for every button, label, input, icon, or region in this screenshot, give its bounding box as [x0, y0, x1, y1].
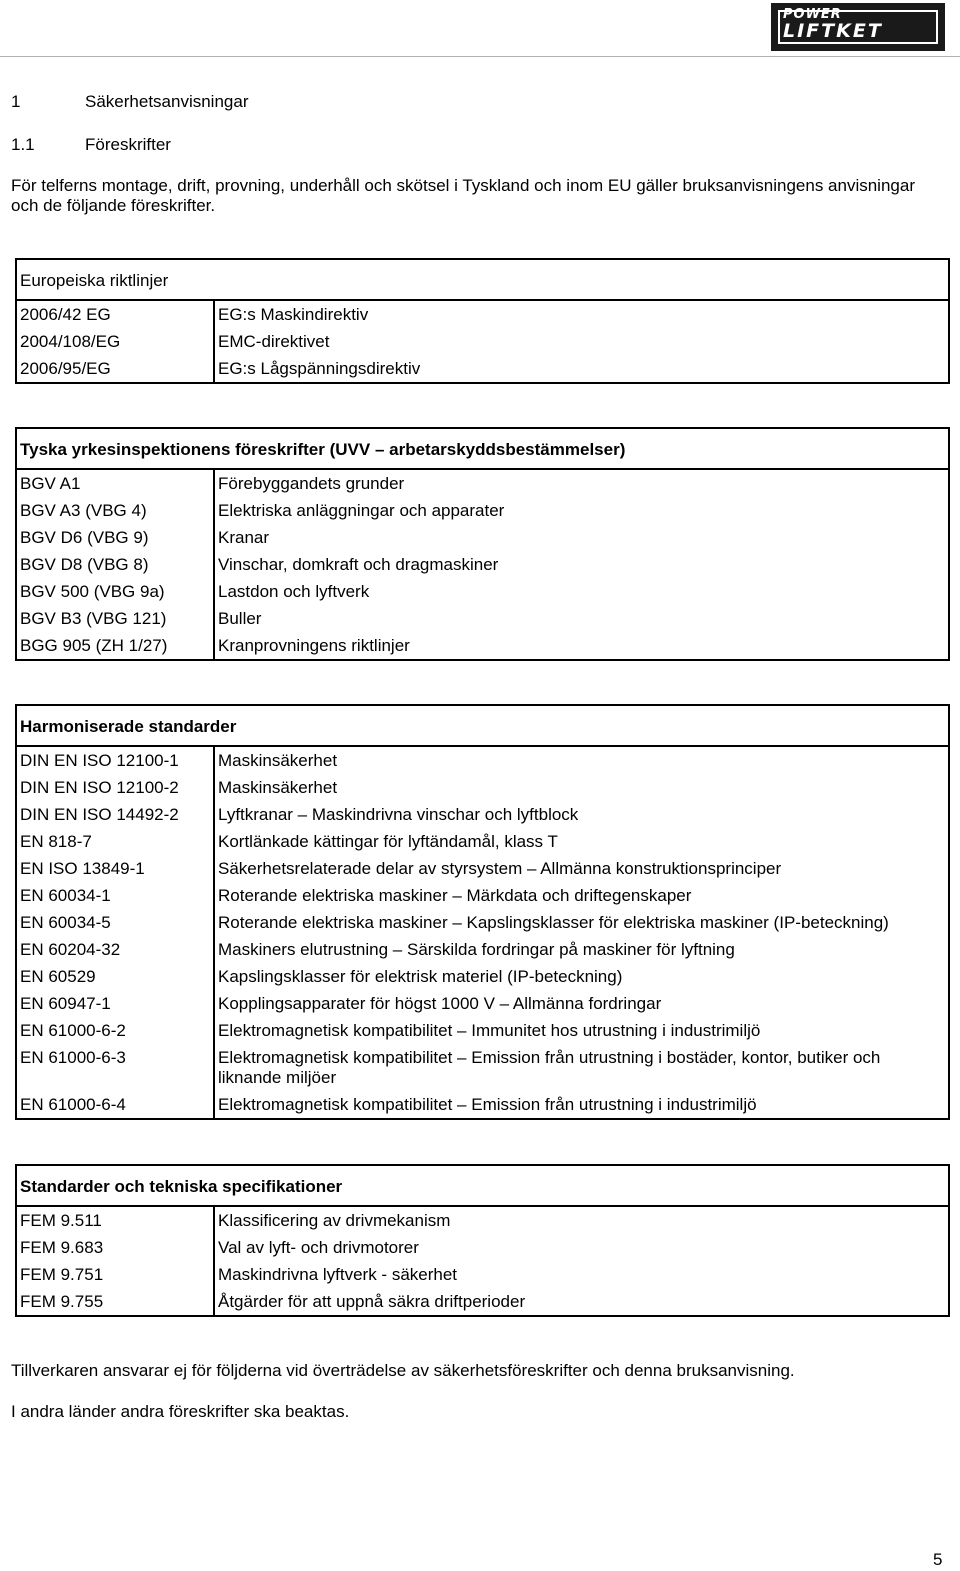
table-body-row	[16, 469, 949, 660]
code-cell: EN 60947-1	[20, 994, 111, 1013]
table-body-row	[16, 746, 949, 1119]
table-body-row	[16, 300, 949, 383]
code-cell: EN ISO 13849-1	[20, 859, 145, 878]
code-cell: BGV A1	[20, 474, 81, 493]
code-cell: FEM 9.511	[20, 1211, 102, 1230]
description-cell: Vinschar, domkraft och dragmaskiner	[218, 555, 499, 574]
harmonized-standards-table	[15, 704, 950, 1120]
description-column	[214, 746, 949, 1119]
code-cell: EN 60529	[20, 967, 96, 986]
description-cell: Buller	[218, 609, 262, 628]
table-title: Europeiska riktlinjer	[16, 259, 949, 300]
description-cell: Kortlänkade kättingar för lyftändamål, klass T	[218, 832, 558, 851]
logo-text-top: POWER	[783, 7, 842, 22]
description-cell: Elektriska anläggningar och apparater	[218, 501, 505, 520]
table-header-row	[16, 1165, 949, 1206]
technical-specifications-table	[15, 1164, 950, 1317]
logo-text-bottom: LIFTKET	[783, 20, 883, 42]
description-cell: EG:s Maskindirektiv	[218, 305, 369, 324]
description-cell: Åtgärder för att uppnå säkra driftperioder	[218, 1292, 526, 1311]
code-cell: EN 818-7	[20, 832, 92, 851]
description-cell: Roterande elektriska maskiner – Kapslingsklasser för elektriska maskiner (IP-beteckning)	[218, 913, 889, 932]
code-cell: EN 60204-32	[20, 940, 121, 959]
description-cell: Lyftkranar – Maskindrivna vinschar och lyftblock	[218, 805, 579, 824]
description-cell: Kapslingsklasser för elektrisk materiel (IP-beteckning)	[218, 967, 623, 986]
code-column	[16, 300, 214, 383]
code-cell: 2004/108/EG	[20, 332, 121, 351]
table-body-row	[16, 1206, 949, 1316]
subsection-heading	[11, 135, 171, 155]
code-cell: FEM 9.683	[20, 1238, 104, 1257]
description-cell: Klassificering av drivmekanism	[218, 1211, 451, 1230]
description-cell: Förebyggandets grunder	[218, 474, 405, 493]
code-cell: EN 61000-6-2	[20, 1021, 126, 1040]
table-title: Tyska yrkesinspektionens föreskrifter (UVV – arbetarskyddsbestämmelser)	[16, 428, 949, 469]
code-cell: EN 60034-5	[20, 913, 111, 932]
description-cell: Maskindrivna lyftverk - säkerhet	[218, 1265, 458, 1284]
eu-directives-table	[15, 258, 950, 384]
code-cell: EN 61000-6-4	[20, 1095, 126, 1114]
description-cell: Lastdon och lyftverk	[218, 582, 370, 601]
section-number: 1	[11, 92, 21, 111]
subsection-title: Föreskrifter	[85, 135, 171, 154]
description-cell: Kopplingsapparater för högst 1000 V – Allmänna fordringar	[218, 994, 662, 1013]
header-divider	[0, 56, 960, 57]
description-cell: Elektromagnetisk kompatibilitet – Immunitet hos utrustning i industrimiljö	[218, 1021, 761, 1040]
description-cell: Roterande elektriska maskiner – Märkdata och driftegenskaper	[218, 886, 692, 905]
code-column	[16, 469, 214, 660]
uvv-regulations-table	[15, 427, 950, 661]
description-cell: Maskinsäkerhet	[218, 778, 338, 797]
section-heading	[11, 92, 248, 112]
code-cell: BGV D6 (VBG 9)	[20, 528, 149, 547]
subsection-number: 1.1	[11, 135, 35, 154]
other-countries-note: I andra länder andra föreskrifter ska beaktas.	[11, 1402, 350, 1421]
description-column	[214, 300, 949, 383]
description-cell: EG:s Lågspänningsdirektiv	[218, 359, 421, 378]
code-cell: EN 60034-1	[20, 886, 111, 905]
description-column	[214, 469, 949, 660]
code-cell: DIN EN ISO 14492-2	[20, 805, 179, 824]
code-cell: BGV B3 (VBG 121)	[20, 609, 167, 628]
code-cell: FEM 9.755	[20, 1292, 104, 1311]
page-number: 5	[933, 1550, 943, 1569]
description-column	[214, 1206, 949, 1316]
section-title: Säkerhetsanvisningar	[85, 92, 249, 111]
description-cell: Maskiners elutrustning – Särskilda fordringar på maskiner för lyftning	[218, 940, 735, 959]
description-cell: Elektromagnetisk kompatibilitet – Emission från utrustning i industrimiljö	[218, 1095, 757, 1114]
code-cell: DIN EN ISO 12100-2	[20, 778, 179, 797]
code-cell: 2006/42 EG	[20, 305, 111, 324]
intro-paragraph: För telferns montage, drift, provning, underhåll och skötsel i Tyskland och inom EU gäller bruksanvisningens anvisningar och de följande föreskrifter.	[11, 176, 915, 215]
code-cell: 2006/95/EG	[20, 359, 111, 378]
description-cell: Kranprovningens riktlinjer	[218, 636, 410, 655]
code-column	[16, 746, 214, 1119]
description-cell: Kranar	[218, 528, 270, 547]
code-cell: DIN EN ISO 12100-1	[20, 751, 179, 770]
code-column	[16, 1206, 214, 1316]
brand-logo	[771, 3, 945, 51]
table-title: Harmoniserade standarder	[16, 705, 949, 746]
code-cell: BGV A3 (VBG 4)	[20, 501, 147, 520]
description-cell: Elektromagnetisk kompatibilitet – Emission från utrustning i bostäder, kontor, butiker och liknande miljöer	[218, 1048, 881, 1087]
table-header-row	[16, 705, 949, 746]
table-header-row	[16, 259, 949, 300]
description-cell: Val av lyft- och drivmotorer	[218, 1238, 419, 1257]
code-cell: FEM 9.751	[20, 1265, 104, 1284]
liability-note: Tillverkaren ansvarar ej för följderna vid överträdelse av säkerhetsföreskrifter och denna bruksanvisning.	[11, 1361, 795, 1380]
table-header-row	[16, 428, 949, 469]
code-cell: BGV 500 (VBG 9a)	[20, 582, 165, 601]
description-cell: Säkerhetsrelaterade delar av styrsystem – Allmänna konstruktionsprinciper	[218, 859, 782, 878]
table-title: Standarder och tekniska specifikationer	[16, 1165, 949, 1206]
code-cell: EN 61000-6-3	[20, 1048, 126, 1067]
code-cell: BGV D8 (VBG 8)	[20, 555, 149, 574]
description-cell: EMC-direktivet	[218, 332, 330, 351]
code-cell: BGG 905 (ZH 1/27)	[20, 636, 168, 655]
description-cell: Maskinsäkerhet	[218, 751, 338, 770]
